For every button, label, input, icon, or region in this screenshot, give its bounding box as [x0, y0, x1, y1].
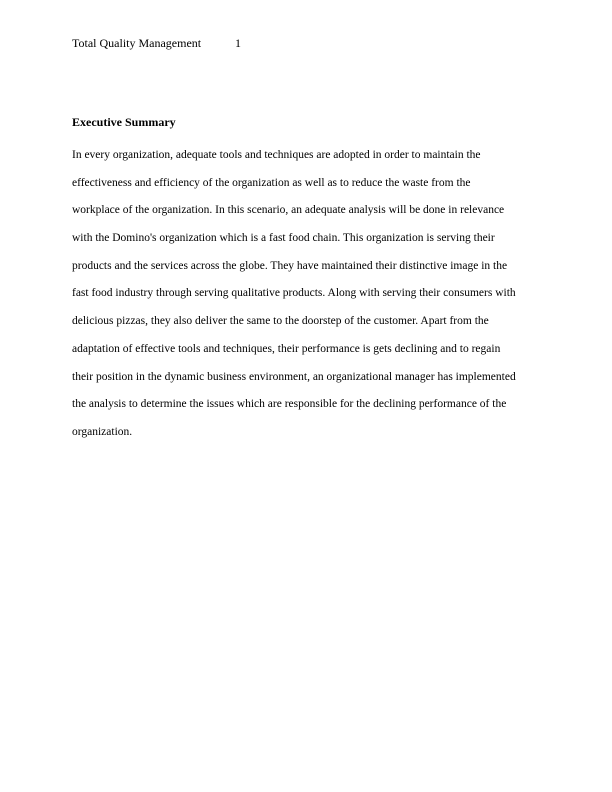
header-title: Total Quality Management: [72, 36, 202, 50]
paragraph-line: products and the services across the globe. They have maintained their distinctive image in the: [72, 259, 508, 272]
paragraph-line: delicious pizzas, they also deliver the same to the doorstep of the customer. Apart from the: [72, 315, 489, 328]
body-paragraph: [72, 142, 542, 447]
paragraph-line: with the Domino's organization which is a fast food chain. This organization is serving their: [72, 232, 495, 245]
paragraph-line: organization.: [72, 425, 133, 438]
paragraph-line: the analysis to determine the issues which are responsible for the declining performance of the: [72, 398, 507, 411]
paragraph-line: In every organization, adequate tools and techniques are adopted in order to maintain the: [72, 149, 481, 161]
paragraph-line: workplace of the organization. In this scenario, an adequate analysis will be done in relevance: [72, 204, 505, 217]
paragraph-line: their position in the dynamic business environment, an organizational manager has implemented: [72, 370, 516, 383]
running-header: [72, 35, 241, 51]
paragraph-line: fast food industry through serving qualitative products. Along with serving their consumers with: [72, 287, 516, 300]
page-number: 1: [235, 36, 241, 50]
section-heading: Executive Summary: [72, 115, 176, 129]
paragraph-line: adaptation of effective tools and techniques, their performance is gets declining and to regain: [72, 342, 501, 355]
paragraph-line: effectiveness and efficiency of the organization as well as to reduce the waste from the: [72, 176, 471, 189]
